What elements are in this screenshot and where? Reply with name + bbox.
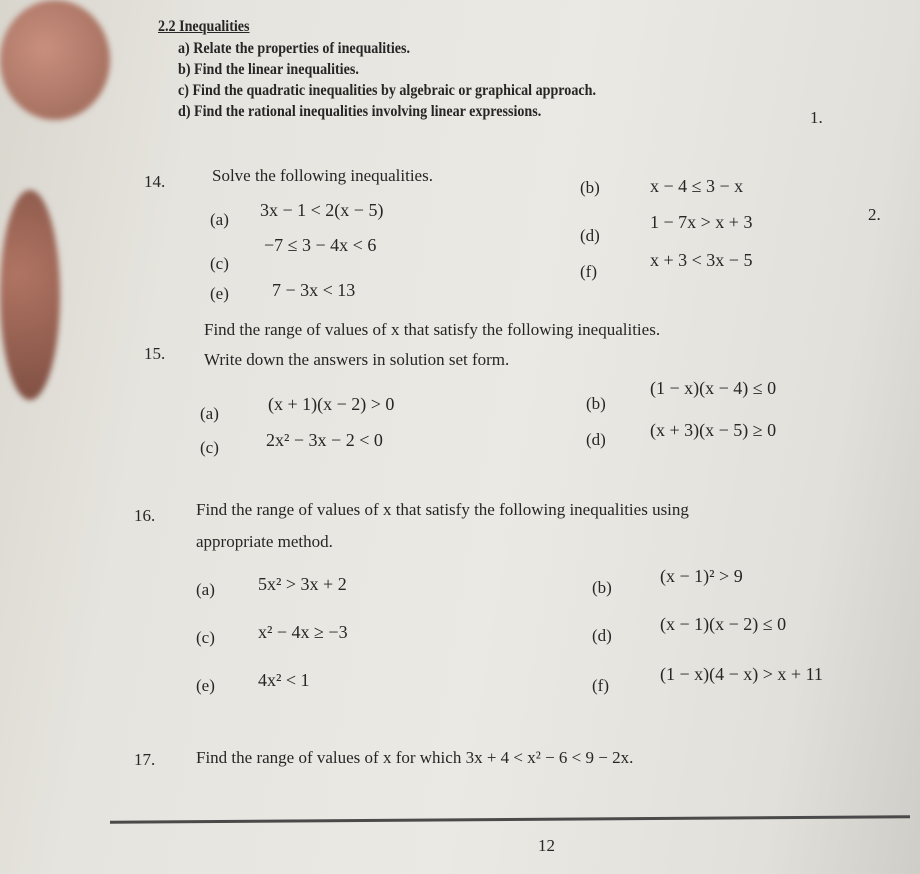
q14d-expr: 1 − 7x > x + 3 [650, 212, 753, 232]
section-title: 2.2 Inequalities [158, 18, 250, 35]
q14c-expr: −7 ≤ 3 − 4x < 6 [264, 235, 377, 255]
q16f-label: (f) [592, 676, 609, 695]
q14-prompt: Solve the following inequalities. [212, 166, 433, 185]
q16a-expr: 5x² > 3x + 2 [258, 574, 347, 594]
q16-prompt: Find the range of values of x that satisfy the following inequalities using [196, 500, 689, 519]
q16-number: 16. [134, 506, 156, 525]
q16b-label: (b) [592, 578, 612, 597]
q16d-expr: (x − 1)(x − 2) ≤ 0 [660, 614, 787, 634]
objective-d: d) Find the rational inequalities involving linear expressions. [178, 103, 542, 120]
q14-number: 14. [144, 172, 166, 191]
q16d-label: (d) [592, 626, 612, 645]
q14f-expr: x + 3 < 3x − 5 [650, 250, 753, 270]
q15b-label: (b) [586, 394, 606, 413]
q16e-label: (e) [196, 676, 215, 695]
q15d-label: (d) [586, 430, 606, 449]
q15b-expr: (1 − x)(x − 4) ≤ 0 [650, 378, 777, 398]
q14c-label: (c) [210, 254, 229, 273]
q16b-expr: (x − 1)² > 9 [660, 566, 743, 586]
finger-top [0, 0, 110, 120]
page-number: 12 [538, 836, 555, 855]
q16a-label: (a) [196, 580, 215, 599]
finger-middle [0, 190, 60, 400]
q16c-label: (c) [196, 628, 215, 647]
q14b-label: (b) [580, 178, 600, 197]
q14e-expr: 7 − 3x < 13 [272, 280, 356, 300]
q14d-label: (d) [580, 226, 600, 245]
objective-b: b) Find the linear inequalities. [178, 61, 359, 78]
q14b-expr: x − 4 ≤ 3 − x [650, 176, 744, 196]
q16e-expr: 4x² < 1 [258, 670, 310, 690]
objective-a: a) Relate the properties of inequalities. [178, 40, 411, 57]
q16f-expr: (1 − x)(4 − x) > x + 11 [660, 664, 823, 684]
q15-number: 15. [144, 344, 166, 363]
q15-prompt: Find the range of values of x that satisfy the following inequalities. [204, 320, 661, 339]
q14a-expr: 3x − 1 < 2(x − 5) [260, 200, 384, 220]
q14f-label: (f) [580, 262, 597, 281]
objective-c: c) Find the quadratic inequalities by algebraic or graphical approach. [178, 82, 596, 99]
q15-prompt-2: Write down the answers in solution set form. [204, 350, 510, 369]
q14a-label: (a) [210, 210, 229, 229]
q16-prompt-2: appropriate method. [196, 532, 333, 551]
q16c-expr: x² − 4x ≥ −3 [258, 622, 348, 642]
q15d-expr: (x + 3)(x − 5) ≥ 0 [650, 420, 777, 440]
q17-prompt: Find the range of values of x for which 3x + 4 < x² − 6 < 9 − 2x. [196, 748, 634, 767]
q14e-label: (e) [210, 284, 229, 303]
q15c-label: (c) [200, 438, 219, 457]
q15c-expr: 2x² − 3x − 2 < 0 [266, 430, 383, 450]
margin-mark: 2. [868, 205, 881, 224]
q17-number: 17. [134, 750, 156, 769]
footer-divider [110, 815, 910, 824]
margin-mark: 1. [810, 108, 823, 127]
q15a-label: (a) [200, 404, 219, 423]
q15a-expr: (x + 1)(x − 2) > 0 [268, 394, 395, 414]
